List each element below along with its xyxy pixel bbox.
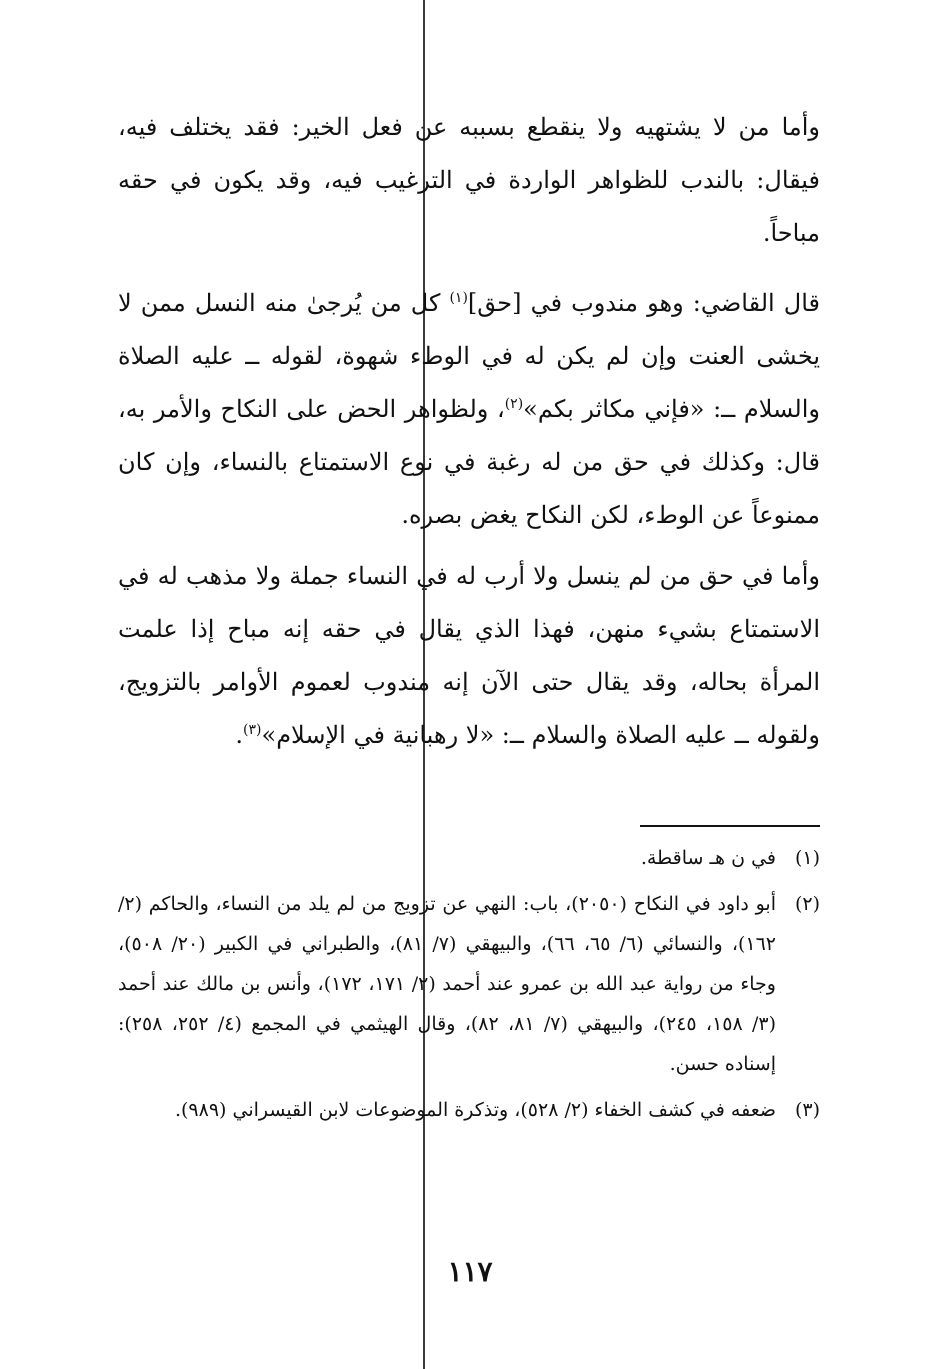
paragraph-2 [118, 277, 820, 542]
footnote-separator [640, 825, 820, 827]
footnotes-list [118, 838, 820, 1136]
footnote-number: (٣) [794, 1099, 820, 1121]
footnote-text: أبو داود في النكاح (٢٠٥٠)، باب: النهي عن تزويج من لم يلد من النساء، والحاكم (٢/ ١٦٢)، والنسائي (٦/ ٦٥، ٦٦)، والبيهقي (٧/ ٨١)، والطبراني في الكبير (٢٠/ ٥٠٨)، وجاء من رواية عبد الله بن عمرو عند أحمد (٢/ ١٧١، ١٧٢)، وأنس بن مالك عند أحمد (٣/ ١٥٨، ٢٤٥)، والبيهقي (٧/ ٨١، ٨٢)، وقال الهيثمي في المجمع (٤/ ٢٥٢، ٢٥٨): إسناده حسن. [118, 893, 777, 1075]
paragraph-1 [118, 101, 820, 260]
paragraph-3-text-a: وأما في حق من لم ينسل ولا أرب له في النساء جملة ولا مذهب له في الاستمتاع بشيء منهن، فهذا الذي يقال في حقه إنه مباح إذا علمت المرأة بحاله، وقد يقال حتى الآن إنه مندوب لعموم الأوامر بالتزويج، ولقوله ــ عليه الصلاة والسلام ــ: «لا رهبانية في الإسلام» [118, 562, 820, 749]
footnote-text: ضعفه في كشف الخفاء (٢/ ٥٢٨)، وتذكرة الموضوعات لابن القيسراني (٩٨٩). [174, 1099, 776, 1121]
footnote-number: (٢) [794, 893, 820, 915]
footnote-3 [118, 1090, 820, 1130]
footnote-text: في ن هـ ساقطة. [640, 847, 776, 869]
paragraph-2-text-a: قال القاضي: وهو مندوب في [حق] [467, 289, 820, 317]
paragraph-3-text-b: . [235, 721, 244, 749]
footnote-ref-3: (٣) [243, 722, 262, 738]
footnote-1 [118, 838, 820, 878]
footnote-2 [118, 884, 820, 1084]
paragraph-2-text-b: كل من يُرجىٰ منه النسل ممن لا يخشى العنت وإن لم يكن له في الوطء شهوة، لقوله ــ عليه الصلاة والسلام ــ: «فإني مكاثر بكم» [118, 289, 820, 423]
page-number: ١١٧ [447, 1255, 493, 1288]
footnote-ref-2: (٢) [504, 396, 524, 412]
footnote-number: (١) [794, 847, 820, 869]
paragraph-3 [118, 550, 820, 762]
paragraph-2-text-c: ، ولظواهر الحض على النكاح والأمر به، قال: وكذلك في حق من له رغبة في نوع الاستمتاع بالنساء، وإن كان ممنوعاً عن الوطء، لكن النكاح يغض بصره. [118, 395, 820, 529]
footnote-ref-1: (١) [449, 290, 468, 306]
paragraph-1-text: وأما من لا يشتهيه ولا ينقطع بسببه عن فعل الخير: فقد يختلف فيه، فيقال: بالندب للظواهر الواردة في الترغيب فيه، وقد يكون في حقه مباحاً. [118, 113, 820, 247]
